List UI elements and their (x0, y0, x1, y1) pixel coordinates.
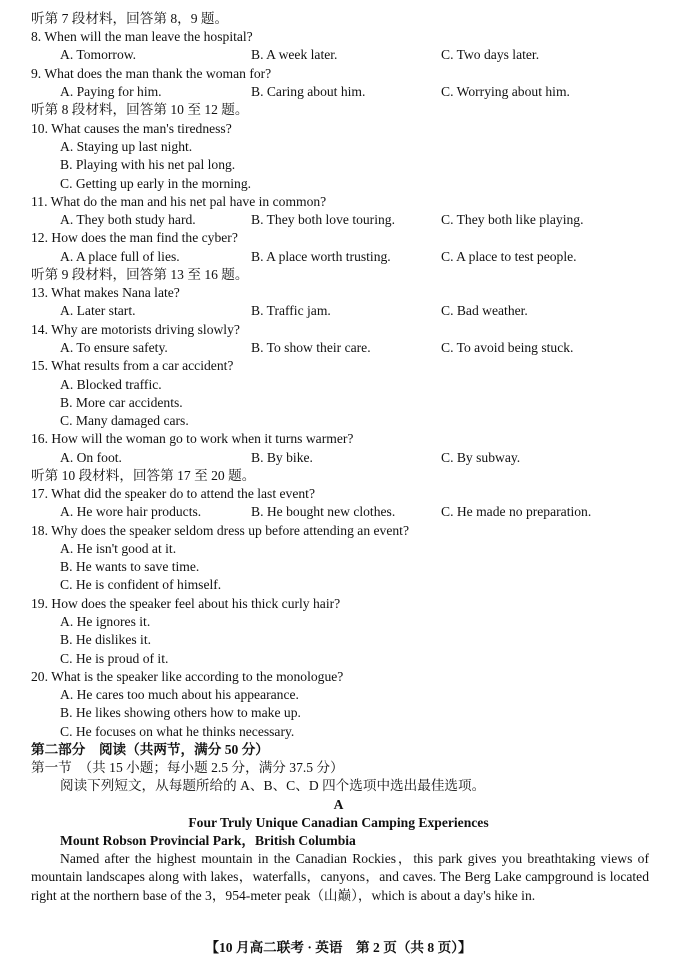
question-18: 18. Why does the speaker seldom dress up before attending an event? (31, 523, 409, 538)
section-instruction-7: 听第 7 段材料，回答第 8，9 题。 (31, 11, 229, 26)
question-15: 15. What results from a car accident? (31, 358, 234, 373)
q17-option-a: A. He wore hair products. (60, 504, 202, 519)
q14-option-c: C. To avoid being stuck. (441, 340, 574, 355)
q17-option-c: C. He made no preparation. (441, 504, 592, 519)
q14-option-a: A. To ensure safety. (60, 340, 168, 355)
question-9: 9. What does the man thank the woman for? (31, 66, 272, 81)
question-8: 8. When will the man leave the hospital? (31, 29, 253, 44)
q19-option-b: B. He dislikes it. (60, 632, 152, 647)
q20-option-c: C. He focuses on what he thinks necessary. (60, 724, 295, 739)
q11-option-c: C. They both like playing. (441, 212, 584, 227)
q16-option-a: A. On foot. (60, 450, 122, 465)
part-two-title: 第二部分 阅读（共两节，满分 50 分） (31, 742, 269, 757)
q13-option-a: A. Later start. (60, 303, 136, 318)
q15-option-b: B. More car accidents. (60, 395, 183, 410)
q9-option-c: C. Worrying about him. (441, 84, 570, 99)
q18-option-b: B. He wants to save time. (60, 559, 200, 574)
q8-option-a: A. Tomorrow. (60, 47, 137, 62)
q8-option-b: B. A week later. (251, 47, 338, 62)
page-footer: 【10 月高二联考 · 英语 第 2 页（共 8 页）】 (205, 940, 472, 955)
q17-option-b: B. He bought new clothes. (251, 504, 396, 519)
passage-title: Four Truly Unique Canadian Camping Experiences (188, 815, 489, 830)
question-13: 13. What makes Nana late? (31, 285, 180, 300)
q8-option-c: C. Two days later. (441, 47, 540, 62)
q10-option-b: B. Playing with his net pal long. (60, 157, 236, 172)
section-one-heading: 第一节 （共 15 小题；每小题 2.5 分，满分 37.5 分） (31, 760, 344, 775)
section-instruction-9: 听第 9 段材料，回答第 13 至 16 题。 (31, 267, 249, 282)
q9-option-b: B. Caring about him. (251, 84, 366, 99)
question-12: 12. How does the man find the cyber? (31, 230, 238, 245)
q9-option-a: A. Paying for him. (60, 84, 162, 99)
q19-option-a: A. He ignores it. (60, 614, 151, 629)
q13-option-c: C. Bad weather. (441, 303, 528, 318)
q14-option-b: B. To show their care. (251, 340, 371, 355)
question-11: 11. What do the man and his net pal have in common? (31, 194, 327, 209)
passage-letter: A (333, 797, 344, 812)
q15-option-a: A. Blocked traffic. (60, 377, 162, 392)
question-14: 14. Why are motorists driving slowly? (31, 322, 240, 337)
question-20: 20. What is the speaker like according to the monologue? (31, 669, 344, 684)
q18-option-c: C. He is confident of himself. (60, 577, 222, 592)
q19-option-c: C. He is proud of it. (60, 651, 169, 666)
question-17: 17. What did the speaker do to attend the last event? (31, 486, 315, 501)
question-16: 16. How will the woman go to work when it turns warmer? (31, 431, 354, 446)
q16-option-b: B. By bike. (251, 450, 313, 465)
q11-option-a: A. They both study hard. (60, 212, 196, 227)
q12-option-b: B. A place worth trusting. (251, 249, 391, 264)
question-19: 19. How does the speaker feel about his thick curly hair? (31, 596, 341, 611)
section-instruction-8: 听第 8 段材料，回答第 10 至 12 题。 (31, 102, 249, 117)
q16-option-c: C. By subway. (441, 450, 521, 465)
reading-instruction: 阅读下列短文，从每题所给的 A、B、C、D 四个选项中选出最佳选项。 (60, 778, 486, 793)
q10-option-c: C. Getting up early in the morning. (60, 176, 252, 191)
q18-option-a: A. He isn't good at it. (60, 541, 177, 556)
q20-option-a: A. He cares too much about his appearance. (60, 687, 299, 702)
passage-paragraph: Named after the highest mountain in the Canadian Rockies，this park gives you breathtaking views of mountain landscapes along with lakes，waterfalls，canyons，and caves. The Berg Lake campground is located right at the northern base of the 3，954-meter peak（山巅），which is about a day's hike in. (31, 851, 649, 903)
q10-option-a: A. Staying up last night. (60, 139, 193, 154)
q20-option-b: B. He likes showing others how to make up. (60, 705, 301, 720)
passage-subheading: Mount Robson Provincial Park，British Columbia (60, 833, 356, 848)
q15-option-c: C. Many damaged cars. (60, 413, 189, 428)
question-10: 10. What causes the man's tiredness? (31, 121, 232, 136)
q12-option-a: A. A place full of lies. (60, 249, 180, 264)
q12-option-c: C. A place to test people. (441, 249, 577, 264)
q13-option-b: B. Traffic jam. (251, 303, 331, 318)
section-instruction-10: 听第 10 段材料，回答第 17 至 20 题。 (31, 468, 256, 483)
q11-option-b: B. They both love touring. (251, 212, 395, 227)
